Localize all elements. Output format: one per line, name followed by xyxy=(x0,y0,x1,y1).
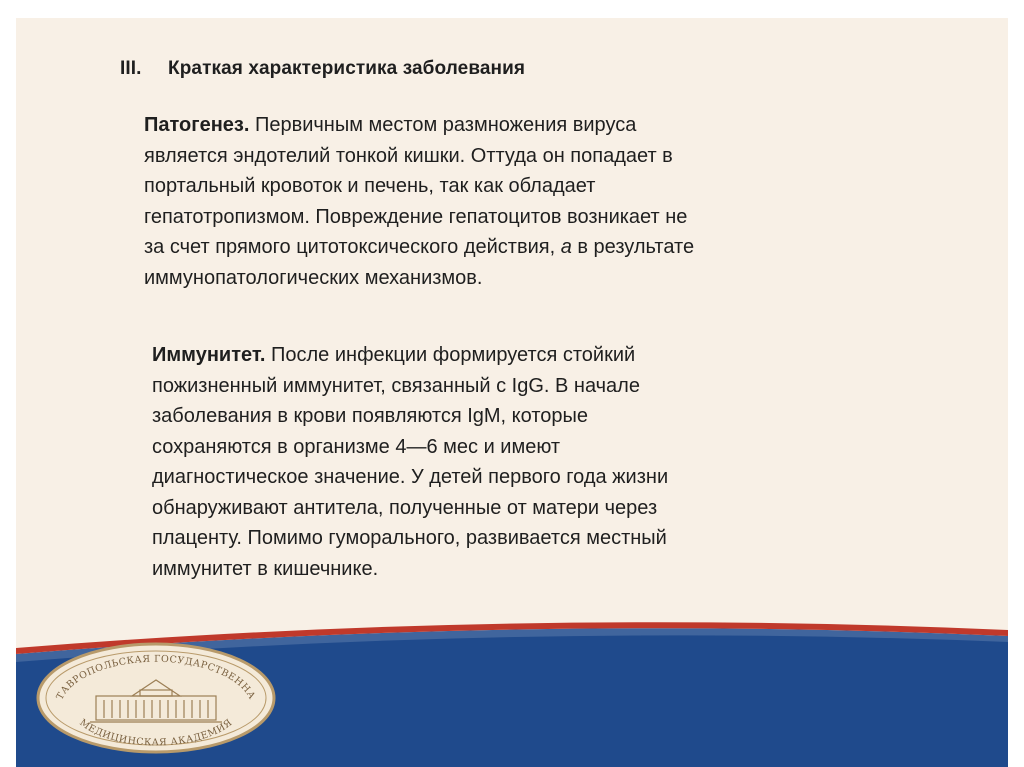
section-heading xyxy=(120,58,525,80)
section-number: III. xyxy=(120,58,142,79)
pathogenesis-italic: а xyxy=(560,236,572,258)
pathogenesis-text-b: в результате иммунопатологических механизмов. xyxy=(144,236,695,289)
pathogenesis-label: Патогенез. xyxy=(144,114,250,136)
academy-logo xyxy=(36,642,276,754)
logo-bottom-text: МЕДИЦИНСКАЯ АКАДЕМИЯ xyxy=(77,717,235,749)
logo-top-text: ТАВРОПОЛЬСКАЯ ГОСУДАРСТВЕННА xyxy=(54,653,258,702)
immunity-paragraph xyxy=(152,340,712,584)
pathogenesis-text-a: Первичным местом размножения вируса является эндотелий тонкой кишки. Оттуда он попадает в портальный кровоток и печень, так как обладает гепатотропизмом. Повреждение гепатоцитов возникает не за счет прямого цитотоксического действия, xyxy=(144,114,688,258)
pathogenesis-paragraph xyxy=(144,110,704,293)
section-title: Краткая характеристика заболевания xyxy=(168,58,526,79)
immunity-text: После инфекции формируется стойкий пожизненный иммунитет, связанный с IgG. В начале заболевания в крови появляются IgM, которые сохраняются в организме 4—6 мес и имеют диагностическое значение. У детей первого года жизни обнаруживают антитела, полученные от матери через плаценту. Помимо гуморального, развивается местный иммунитет в кишечнике. xyxy=(152,344,669,580)
immunity-label: Иммунитет. xyxy=(152,344,266,366)
slide xyxy=(16,18,1008,767)
